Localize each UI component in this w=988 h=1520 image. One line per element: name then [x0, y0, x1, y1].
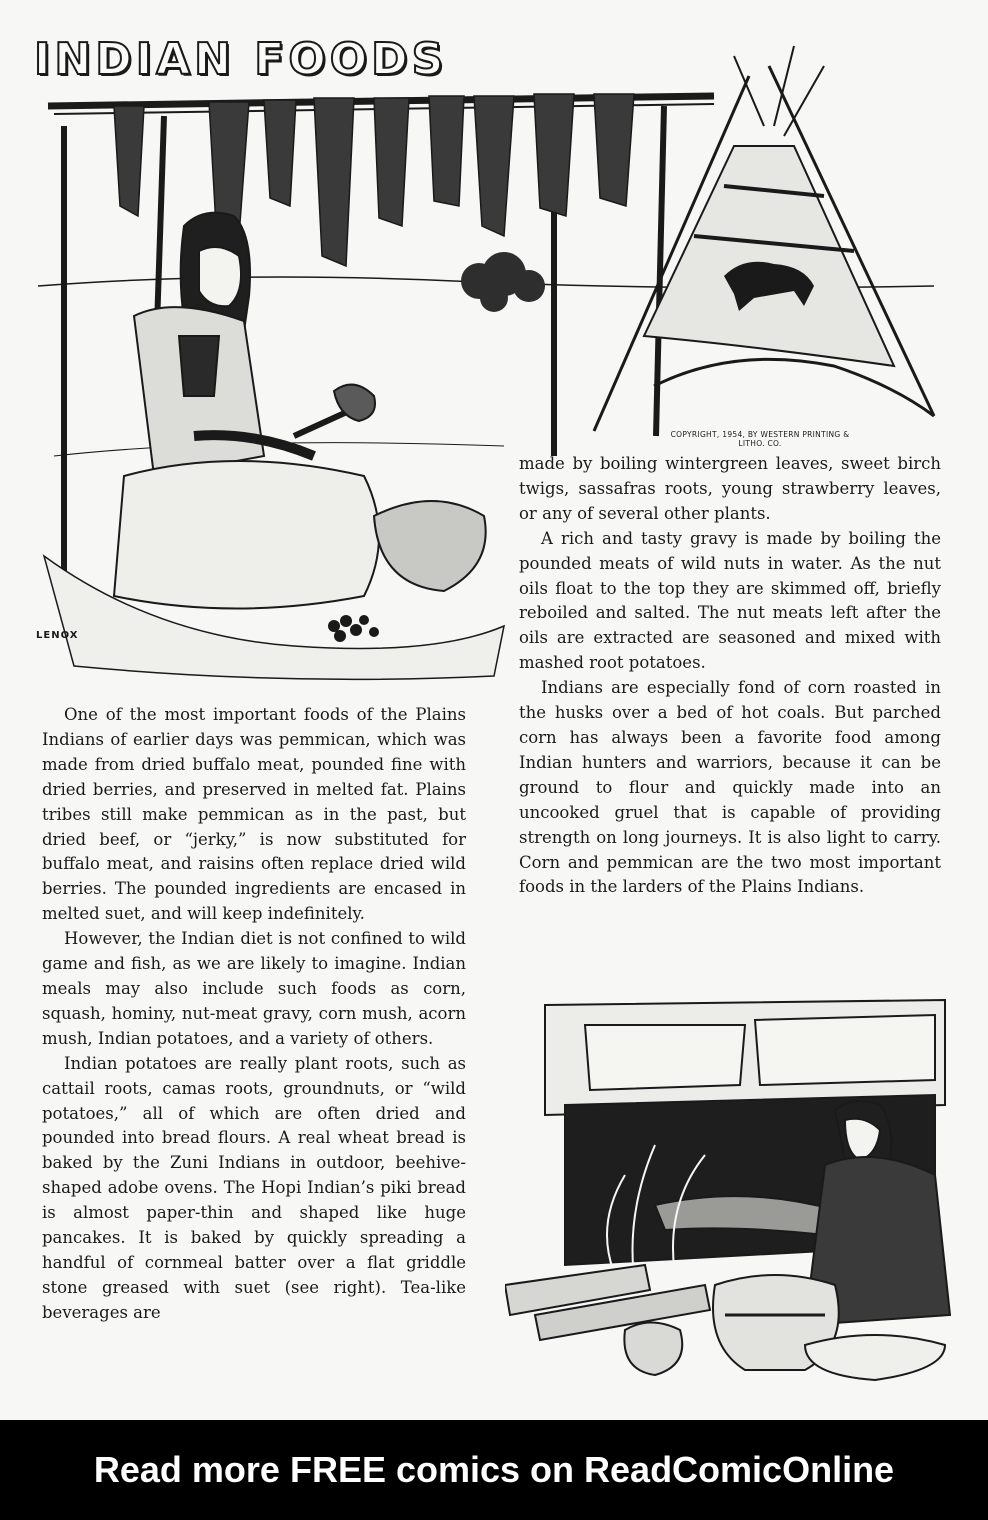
paragraph-continuation: made by boiling wintergreen leaves, sweet birch twigs, sassafras roots, young strawberry leaves, or any of several other plants. — [519, 454, 941, 523]
page-title: INDIAN FOODS — [34, 34, 448, 85]
paragraph: Indians are especially fond of corn roasted in the husks over a bed of hot coals. But parched corn has always been a favorite food among Indian hunters and warriors, because it can be ground to flour and quickly made into an uncooked gruel that is capable of providing strength on long journeys. It is also light to carry. Corn and pemmican are the two most important foods in the larders of the Plains Indians. — [519, 678, 941, 897]
article-column-right — [519, 452, 941, 900]
artist-signature: LENOX — [36, 630, 79, 641]
promo-banner-text[interactable]: Read more FREE comics on ReadComicOnline — [93, 1449, 895, 1490]
paragraph: However, the Indian diet is not confined to wild game and fish, as we are likely to imagine. Indian meals may also include such foods as corn, squash, hominy, nut-meat gravy, corn mush, acorn mush, Indian potatoes, and a variety of others. — [42, 929, 466, 1048]
paragraph: A rich and tasty gravy is made by boiling the pounded meats of wild nuts in water. As the nut oils float to the top they are skimmed off, briefly reboiled and salted. The nut meats left after the oils are extracted are seasoned and mixed with mashed root potatoes. — [519, 528, 941, 673]
illustration-piki-bread — [505, 985, 955, 1385]
paragraph: One of the most important foods of the Plains Indians of earlier days was pemmican, which was made from dried buffalo meat, pounded fine with dried berries, and preserved in melted fat. Plains tribes still make pemmican as in the past, but dried beef, or “jerky,” is now substituted for buffalo meat, and raisins often replace dried wild berries. The pounded ingredients are encased in melted suet, and will keep indefinitely. — [42, 705, 466, 924]
article-column-left — [42, 703, 466, 1326]
copyright-notice: COPYRIGHT, 1954, BY WESTERN PRINTING & LITHO. CO. — [670, 430, 850, 448]
paragraph: Indian potatoes are really plant roots, such as cattail roots, camas roots, groundnuts, or “wild potatoes,” all of which are often dried and pounded into bread flours. A real wheat bread is baked by the Zuni Indians in outdoor, beehive-shaped adobe ovens. The Hopi Indian’s piki bread is almost paper-thin and shaped like huge pancakes. It is baked by quickly spreading a handful of cornmeal batter over a flat griddle stone greased with suet (see right). Tea-like beverages are — [42, 1053, 466, 1322]
promo-banner[interactable] — [0, 1420, 988, 1520]
